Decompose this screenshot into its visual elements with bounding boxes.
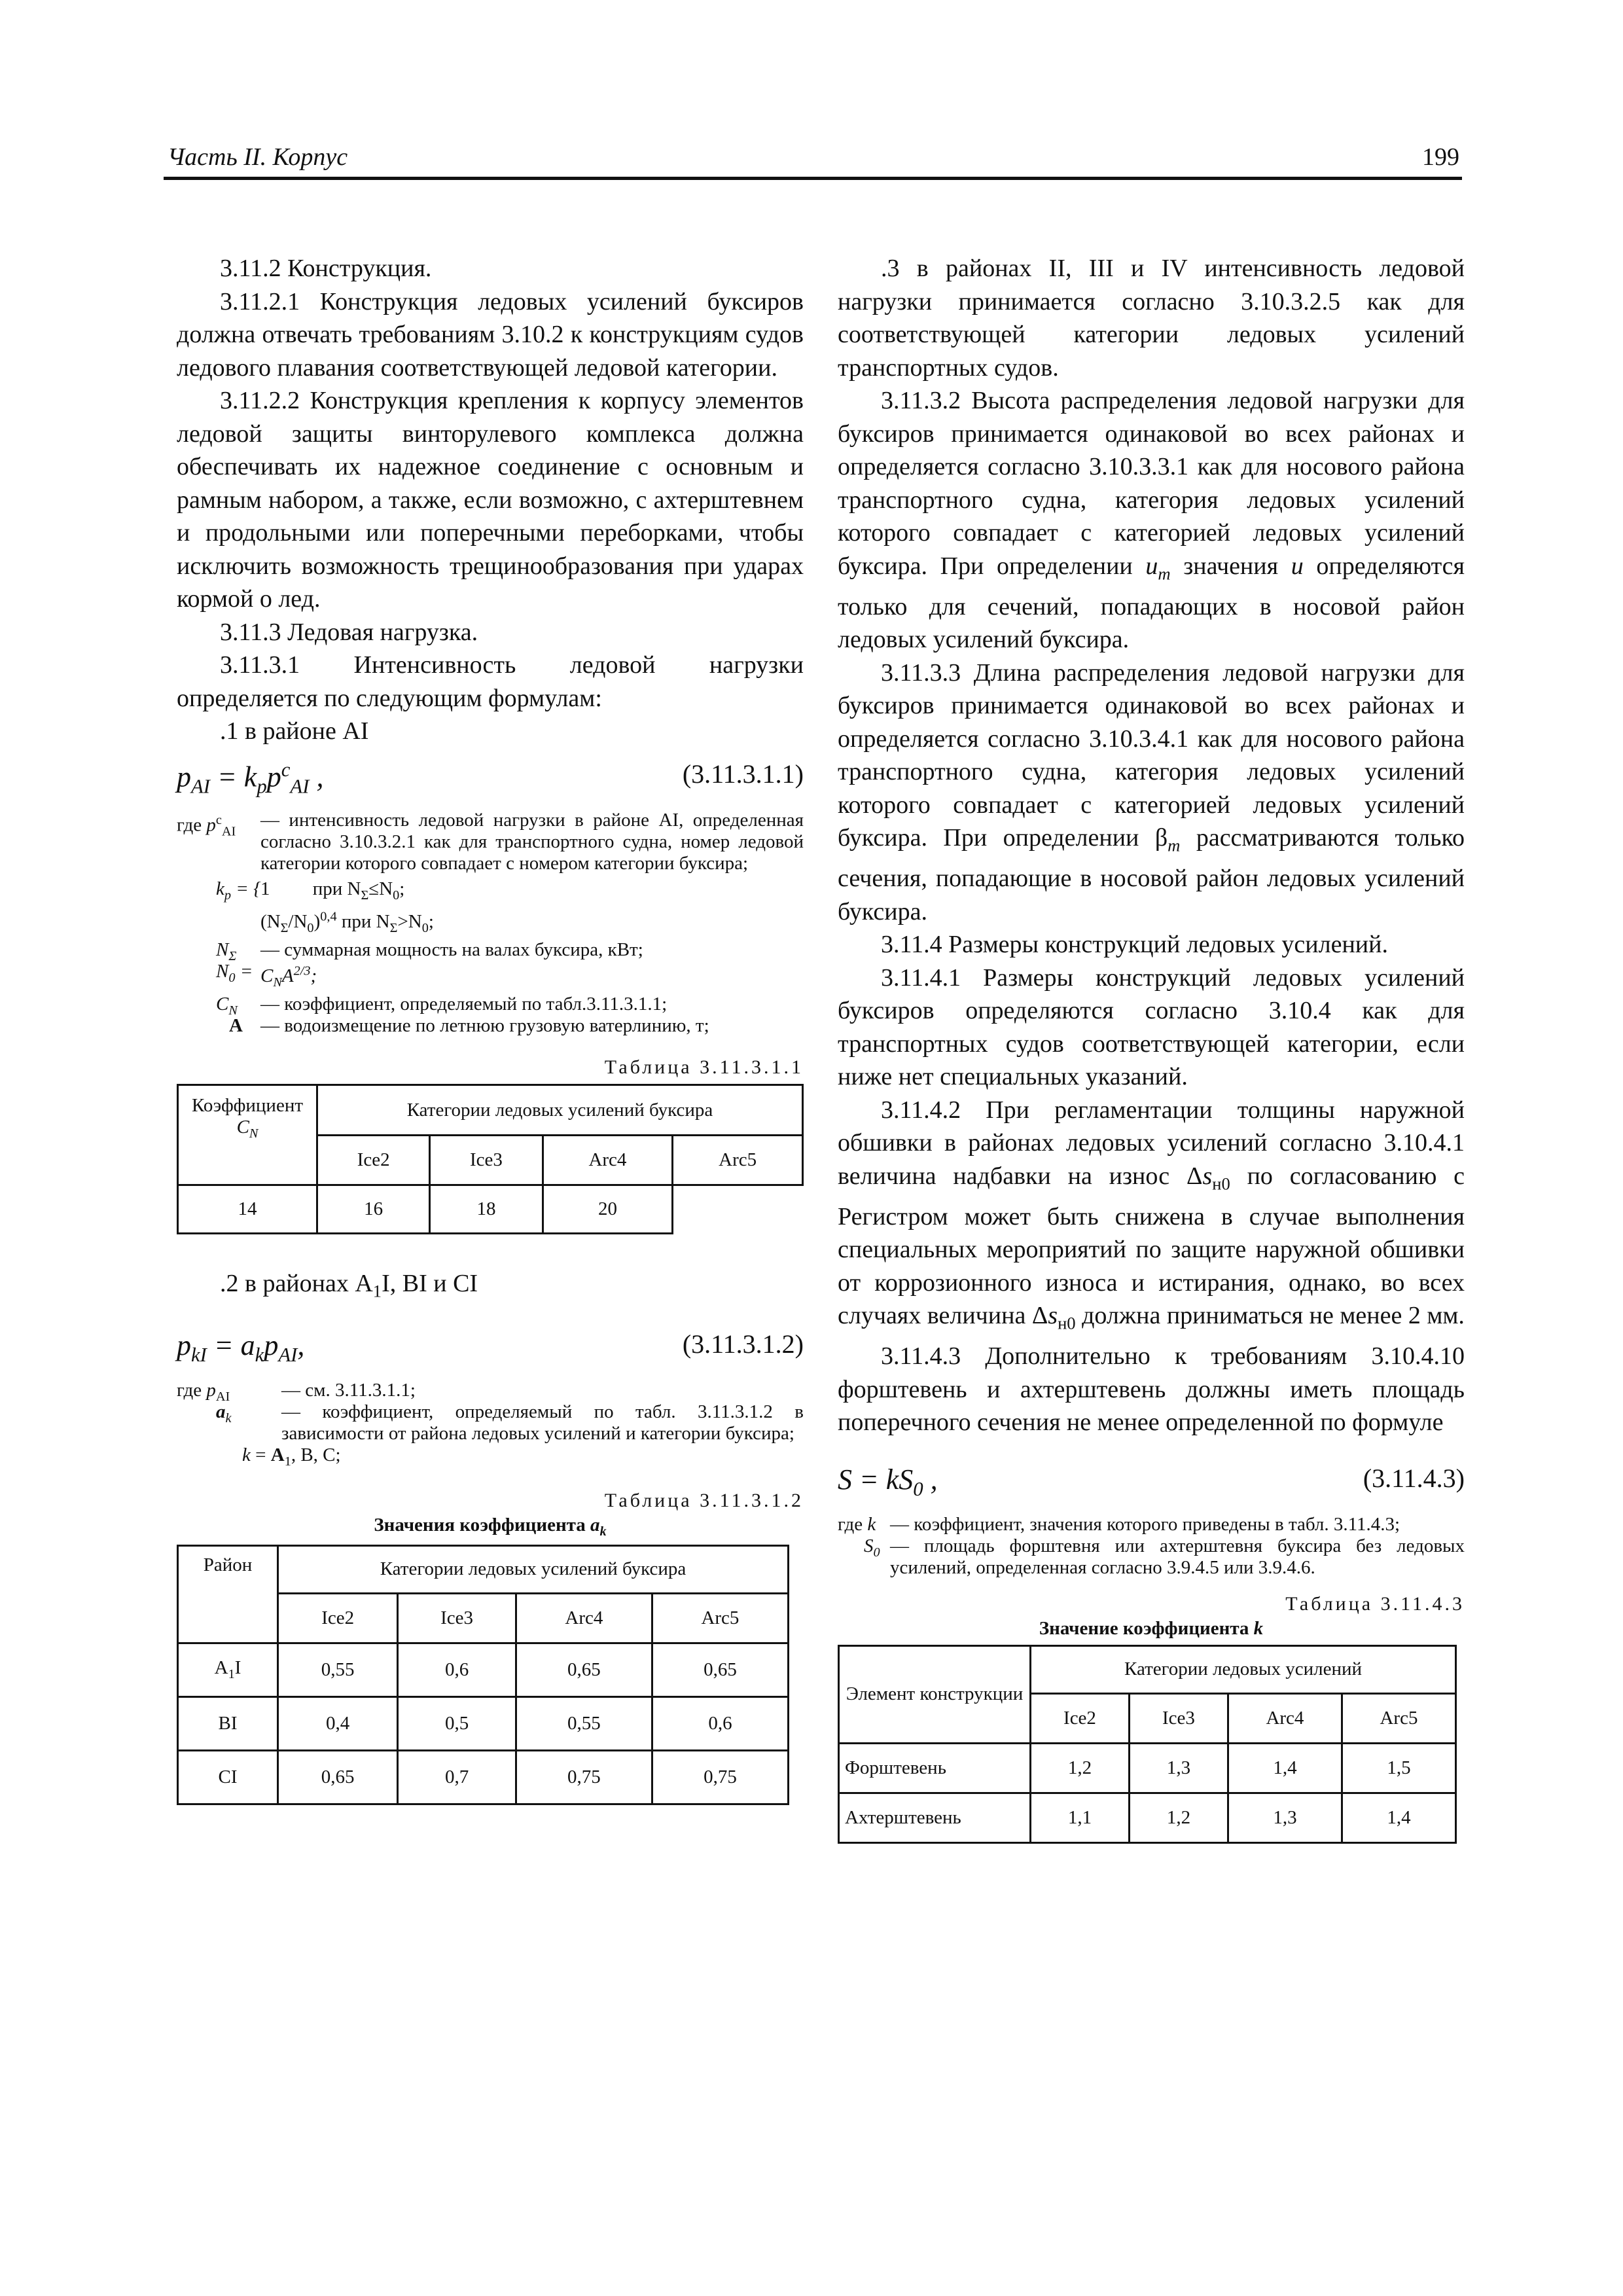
table-cell: 18	[430, 1185, 543, 1234]
table-row-label: Форштевень	[839, 1743, 1031, 1793]
table-col-header: Ice3	[430, 1136, 543, 1185]
table-row	[839, 1743, 1456, 1793]
paragraph-3-11-4-3: 3.11.4.3 Дополнительно к требованиям 3.10.4.10 форштевень и ахтерштевень должны иметь площадь поперечного сечения не менее определенной по формуле	[838, 1342, 1465, 1437]
table-cell: 1,1	[1031, 1793, 1130, 1842]
table-row	[178, 1696, 789, 1750]
table-col-header: Arc5	[673, 1136, 803, 1185]
subitem-2: .2 в районах $A_1I$, BI и CI	[220, 1270, 478, 1301]
table-title: Значение коэффициента k	[1039, 1617, 1264, 1639]
where-block-1	[177, 810, 804, 1037]
subitem-3: .3 в районах II, III и IV интенсивность ледовой нагрузки принимается согласно 3.10.3.2.5 как для соответствующей категории ледовых усилений транспортных судов.	[838, 255, 1465, 382]
table-header-categories: Категории ледовых усилений	[1031, 1645, 1456, 1693]
paragraph-3-11-4-2: 3.11.4.2 При регламентации толщины наружной обшивки в районах ледовых усилений согласно 3.10.4.1 величина надбавки на износ $\Delta s_{н0}$ по согласованию с Регистром может быть снижена в случае выполнения специальных мероприятий по защите наружной обшивки от коррозионного износа и истирания, однако, во всех случаях величина $\Delta s_{н0}$ должна приниматься не менее 2 мм.	[838, 1096, 1465, 1333]
table-header-coef: Коэффициент $C_N$	[178, 1085, 317, 1185]
table-row-label: CI	[178, 1750, 278, 1804]
where-item: $C_N$ — коэффициент, определяемый по табл.3.11.3.1.1;	[216, 994, 668, 1018]
paragraph-3-11-2-2: 3.11.2.2 Конструкция крепления к корпусу элементов ледовой защиты винторулевого комплекса должна обеспечивать их надежное соединение с основным и рамным набором, а также, если возможно, с ахтерштевнем и продольными или поперечными переборками, чтобы исключить возможность трещинообразования при ударах кормой о лед.	[177, 387, 804, 613]
header-rule	[164, 177, 1462, 180]
table-header-categories: Категории ледовых усилений буксира	[317, 1085, 803, 1136]
table-row	[178, 1750, 789, 1804]
table-cell: 0,75	[516, 1750, 652, 1804]
where-item: $S_0$ — площадь форштевня или ахтерштевня буксира без ледовых усилений, определенная согласно 3.9.4.5 или 3.9.4.6.	[864, 1535, 1465, 1578]
subitem-1: .1 в районе AI	[220, 717, 369, 745]
table-cell: 1,4	[1228, 1743, 1342, 1793]
table-caption: Таблица 3.11.3.1.2	[604, 1490, 804, 1512]
where-item: $N_\Sigma$ — суммарная мощность на валах буксира, кВт;	[216, 939, 643, 963]
where-item: A — водоизмещение по летнюю грузовую ватерлинию, т;	[229, 1015, 709, 1037]
formula-3-11-3-1-2	[177, 1325, 804, 1371]
table-col-header: Arc5	[1342, 1693, 1455, 1743]
paragraph-3-11-4-1: 3.11.4.1 Размеры конструкций ледовых усилений буксиров определяются согласно 3.10.4 как для транспортных судов соответствующей категории, если ниже нет специальных указаний.	[838, 963, 1465, 1091]
table-row	[839, 1793, 1456, 1842]
table-col-header: Arc4	[1228, 1693, 1342, 1743]
formula-number: (3.11.3.1.1)	[682, 759, 804, 789]
formula-number: (3.11.4.3)	[1363, 1463, 1465, 1493]
table-cell: 0,55	[516, 1696, 652, 1750]
table-cell: 1,4	[1342, 1793, 1455, 1842]
table-cell: 0,5	[398, 1696, 516, 1750]
section-heading-3-11-2: 3.11.2 Конструкция.	[220, 255, 432, 282]
paragraph-3-11-3-3: 3.11.3.3 Длина распределения ледовой нагрузки для буксиров принимается одинаковой во всех районах и определяется согласно 3.10.3.4.1 как для носового района транспортного судна, категория ледовых усилений которого совпадает с категорией ледовых усилений буксира. При определении $\beta_m$ рассматриваются только сечения, попадающие в носовой район ледовых усилений буксира.	[838, 658, 1465, 925]
table-col-header: Arc4	[516, 1593, 652, 1643]
table-row-label: $A_1I$	[178, 1643, 278, 1696]
paragraph-3-11-3-2: 3.11.3.2 Высота распределения ледовой нагрузки для буксиров принимается одинаковой во всех районах и определяется согласно 3.10.3.3.1 как для носового района транспортного судна, категория ледовых усилений которого совпадает с категорией ледовых усилений буксира. При определении $u_m$ значения u определяются только для сечений, попадающих в носовой район ледовых усилений буксира.	[838, 387, 1465, 654]
where-item: $k_p$ = { 1 при $N_\Sigma\le N_0$; $(N_\Sigma/N_0)^{0,4}$ при $N_\Sigma>N_0$;	[216, 878, 434, 935]
table-col-header: Arc4	[543, 1136, 673, 1185]
right-column	[838, 252, 1465, 1844]
table-cell: 1,5	[1342, 1743, 1455, 1793]
table-cell: 0,6	[398, 1643, 516, 1696]
table-title: Значения коэффициента $a_k$	[374, 1515, 607, 1539]
table-caption: Таблица 3.11.4.3	[1285, 1592, 1465, 1615]
table-k	[838, 1645, 1457, 1844]
table-header-region: Район	[178, 1545, 278, 1643]
formula-number: (3.11.3.1.2)	[682, 1329, 804, 1359]
table-col-header: Ice2	[278, 1593, 398, 1643]
table-cell: 14	[178, 1185, 317, 1234]
table-cell: 16	[317, 1185, 430, 1234]
table-cell: 1,3	[1228, 1793, 1342, 1842]
table-cell: 1,2	[1031, 1743, 1130, 1793]
paragraph-3-11-2-1: 3.11.2.1 Конструкция ледовых усилений буксиров должна отвечать требованиям 3.10.2 к конструкциям судов ледового плавания соответствующей ледовой категории.	[177, 287, 804, 382]
table-cell: 0,7	[398, 1750, 516, 1804]
table-col-header: Ice3	[398, 1593, 516, 1643]
formula-expression: $p_{kI} = a_kp_{AI}$,	[177, 1329, 305, 1367]
left-column	[177, 252, 804, 1805]
where-block-3	[838, 1514, 1465, 1579]
table-cell: 1,3	[1129, 1743, 1228, 1793]
table-col-header: Ice2	[1031, 1693, 1130, 1743]
table-row-label: BI	[178, 1696, 278, 1750]
where-item: $N_0$ = $C_NA^{2/3}$;	[216, 960, 317, 990]
table-row	[178, 1643, 789, 1696]
table-header-categories: Категории ледовых усилений буксира	[278, 1545, 789, 1593]
formula-expression: $S = kS_0$ ,	[838, 1463, 938, 1500]
paragraph-3-11-3-1: 3.11.3.1 Интенсивность ледовой нагрузки определяется по следующим формулам:	[177, 651, 804, 712]
table-ak	[177, 1545, 789, 1805]
table-cn	[177, 1084, 804, 1234]
table-header-element: Элемент конструкции	[839, 1645, 1031, 1743]
table-cell: 1,2	[1129, 1793, 1228, 1842]
table-caption: Таблица 3.11.3.1.1	[604, 1056, 804, 1079]
table-cell: 0,65	[278, 1750, 398, 1804]
table-col-header: Ice2	[317, 1136, 430, 1185]
formula-expression: $p_{AI} = k_pp^c_{AI}$ ,	[177, 758, 324, 797]
formula-3-11-4-3	[838, 1459, 1465, 1505]
where-item: где k — коэффициент, значения которого приведены в табл. 3.11.4.3;	[838, 1513, 1400, 1535]
table-col-header: Ice3	[1129, 1693, 1228, 1743]
table-col-header: Arc5	[652, 1593, 788, 1643]
table-cell: 0,75	[652, 1750, 788, 1804]
section-heading-3-11-4: 3.11.4 Размеры конструкций ледовых усилений.	[881, 931, 1388, 959]
table-cell: 20	[543, 1185, 673, 1234]
where-item: $k = A_1$, B, C;	[242, 1444, 341, 1469]
where-item: $a_k$ — коэффициент, определяемый по табл. 3.11.3.1.2 в зависимости от района ледовых усилений и категории буксира;	[216, 1401, 804, 1444]
formula-3-11-3-1-1	[177, 755, 804, 800]
where-block-2	[177, 1380, 804, 1473]
table-cell: 0,6	[652, 1696, 788, 1750]
section-heading-3-11-3: 3.11.3 Ледовая нагрузка.	[220, 618, 478, 646]
table-cell: 0,55	[278, 1643, 398, 1696]
table-cell: 0,4	[278, 1696, 398, 1750]
where-item: где $p_{AI}$ — см. 3.11.3.1.1;	[177, 1380, 416, 1405]
running-title: Часть II. Корпус	[168, 143, 348, 171]
page-number: 199	[1422, 143, 1459, 171]
table-cell: 0,65	[516, 1643, 652, 1696]
where-item: где $p^c_{AI}$ — интенсивность ледовой нагрузки в районе AI, определенная согласно 3.10.3.2.1 как для транспортного судна, номер ледовой категории которого совпадает с номером категории буксира;	[177, 809, 804, 874]
table-cell: 0,65	[652, 1643, 788, 1696]
table-row-label: Ахтерштевень	[839, 1793, 1031, 1842]
page-header	[164, 143, 1462, 181]
